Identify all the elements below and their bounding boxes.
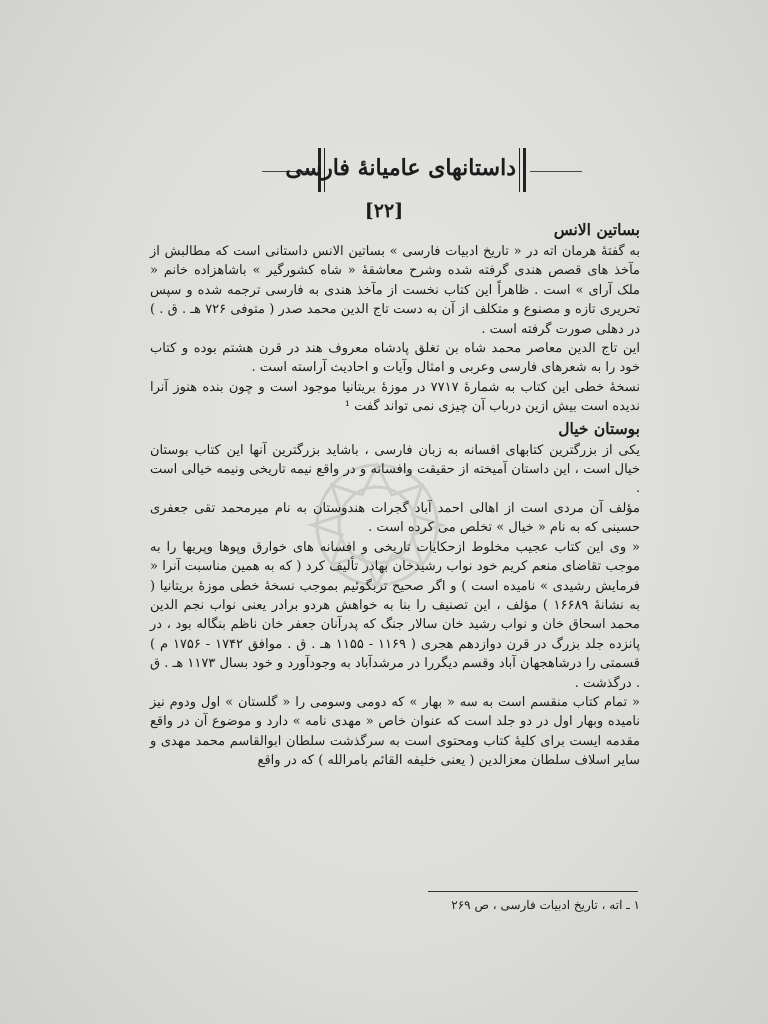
header-bar [523,148,526,192]
chapter-header [262,146,582,196]
section-heading: بوستان خیال [558,418,640,438]
footnote: ۱ ـ اته ، تاریخ ادبیات فارسی ، ص ۲۶۹ [451,898,640,912]
header-bar-thin [519,148,520,192]
paragraph: مؤلف آن مردی است از اهالی احمد آباد گجرات هندوستان به نام میرمحمد تقی جعفری حسینی که به نام « خیال » تخلص می کرده است . [150,500,640,536]
paragraph: نسخهٔ خطی این کتاب به شمارهٔ ۷۷۱۷ در موزهٔ بریتانیا موجود است و چون بنده هنوز آنرا ندیده است بیش ازین درباب آن چیزی نمی تواند گفت ¹ [150,379,641,415]
header-rule-right [530,171,582,172]
footnote-rule [428,891,638,892]
page-number: [۲۲] [364,200,404,222]
book-title: داستانهای عامیانهٔ فارسی [285,155,516,181]
paragraph: یکی از بزرگترین کتابهای افسانه به زبان فارسی ، باشاید بزرگترین آنها این کتاب بوستان خیال است ، این داستان آمیخته از حقیقت وافسانه و در واقع نیمه تاریخی ونیمه خیالی است . [150,442,640,497]
paragraph: این تاج الدین معاصر محمد شاه بن تغلق پادشاه معروف هند در قرن هشتم بوده و کتاب خود را به شعرهای فارسی وعربی و امثال وآیات و احادیث آراسته است . [150,341,640,376]
paragraph: « تمام کتاب منقسم است به سه « بهار » که دومی وسومی را « گلستان » اول ودوم نیز نامیده وبهار اول در دو جلد است که عنوان خاص « مهدی نامه » دارد و موضوع آن در واقع مقدمه ایست برای کلیهٔ کتاب ومحتوی است به سرگذشت سلطان ابوالقاسم محمد مهدی و سایر اسلاف سلطان معزالدین ( یعنی خلیفه القائم بامرالله ) که در واقع [150,694,640,769]
page-body [150,218,640,771]
paragraph: « وی این کتاب عجیب مخلوط ازحکایات تاریخی و افسانه های خوارق وپوها وپریها را به موجب تقاضای منعم کریم خود نواب رشیدخان بهادر تألیف کرد ( که به همین مناسبت آنرا « فرمایش رشیدی » نامیده است ) و اگر صحیح تربگوئیم بموجب نسخهٔ خطی موزهٔ بریتانیا ( به نشانهٔ ۱۶۶۸۹ ) مؤلف ، این تصنیف را بنا به خواهش هردو برادر یعنی نواب نجم الدین محمد اسحاق خان و نواب رشید خان سالار جنگ که پدرآنان جعفر خان ناظم بنگاله بود ، در پانزده جلد بزرگ در قرن دوازدهم هجری ( ۱۱۶۹ - ۱۱۵۵ هـ . ق . موافق ۱۷۴۲ - ۱۷۵۶ م ) قسمتی را درشاهجهان آباد وقسم دیگررا در مرشدآباد به وجودآورد و خود بسال ۱۱۷۳ هـ . ق . درگذشت . [150,539,641,691]
section-heading: بساتین الانس [553,220,640,239]
paragraph: به گفتهٔ هرمان اته در « تاریخ ادبیات فارسی » بساتین الانس داستانی است که مطالبش از مآخذ های قصص هندی گرفته شده وشرح معاشقهٔ « شاه کشورگیر » باشاهزاده خانم « ملک آرای » است . ظاهراً این کتاب نخست از مآخذ هندی به فارسی ترجمه شده و سپس تحریری تازه و مصنوع و متکلف از آن به دست تاج الدین محمد صدر ( متوفی ۷۲۶ هـ . ق . ) در دهلی صورت گرفته است . [150,244,640,337]
